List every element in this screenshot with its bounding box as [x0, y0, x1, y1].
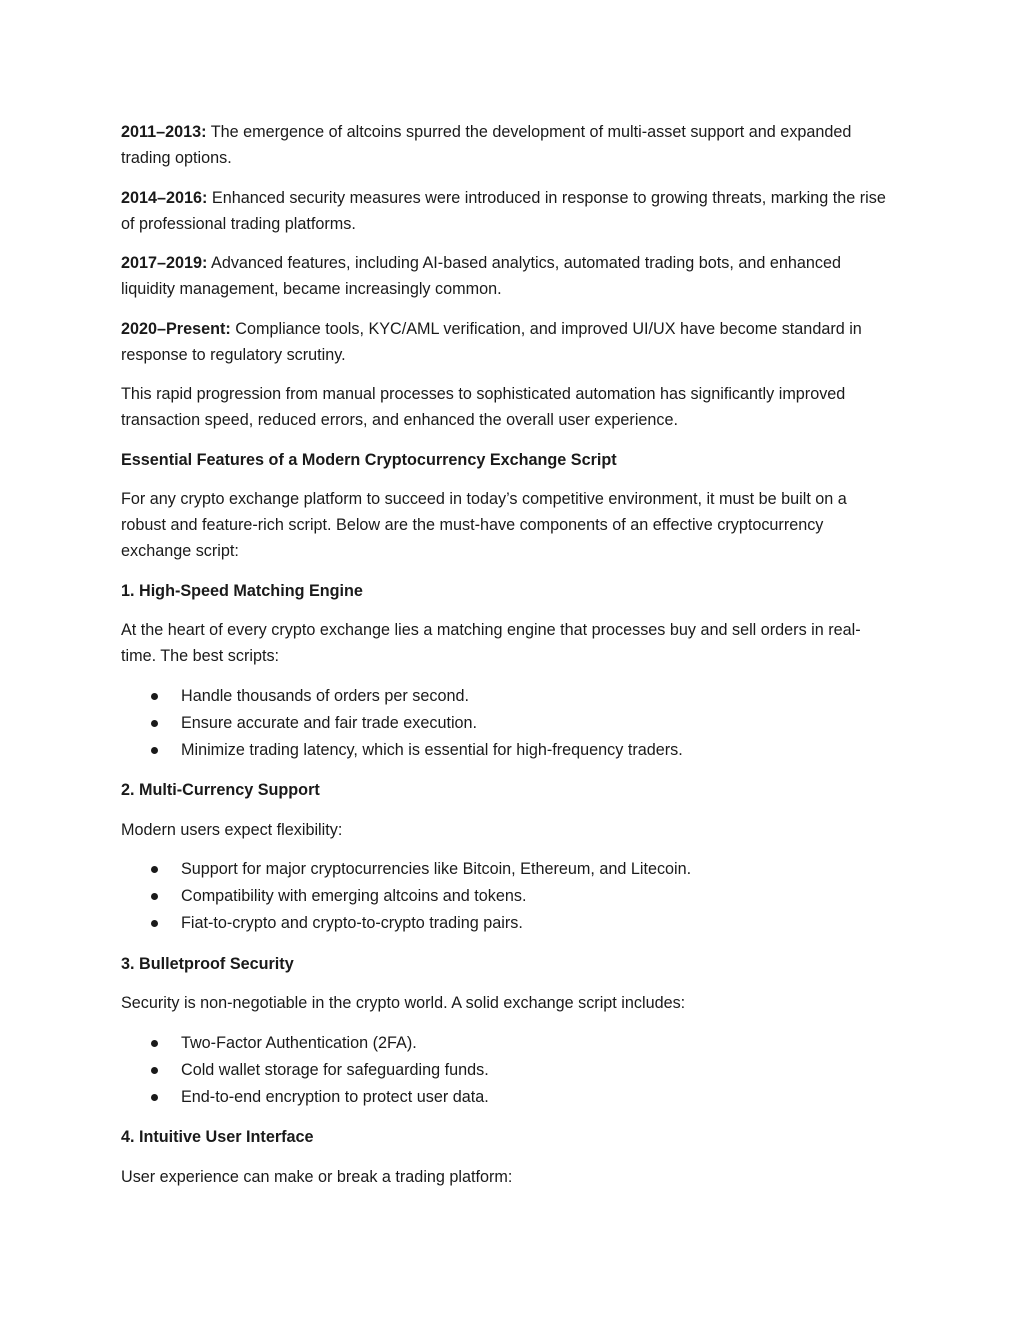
list-item [121, 1030, 891, 1057]
list-item [121, 883, 891, 910]
list-item [121, 710, 891, 737]
section-intro: User experience can make or break a trading platform: [121, 1167, 513, 1186]
list-item-text: Minimize trading latency, which is essential for high-frequency traders. [181, 740, 683, 759]
bullet-icon [151, 1067, 158, 1074]
features-heading: Essential Features of a Modern Cryptocurrency Exchange Script [121, 450, 617, 469]
list-item-text: Cold wallet storage for safeguarding funds. [181, 1060, 489, 1079]
timeline-period: 2014–2016: [121, 188, 208, 207]
section-heading: 4. Intuitive User Interface [121, 1128, 314, 1146]
bullet-icon [151, 1040, 158, 1047]
timeline-entry [121, 119, 891, 171]
bullet-icon [151, 693, 158, 700]
timeline-text: Enhanced security measures were introduced in response to growing threats, marking the rise of professional trading platforms. [121, 188, 886, 233]
list-item-text: End-to-end encryption to protect user data. [181, 1087, 489, 1106]
list-item-text: Handle thousands of orders per second. [181, 686, 469, 705]
timeline-text: The emergence of altcoins spurred the development of multi-asset support and expanded trading options. [121, 123, 852, 167]
timeline-period: 2020–Present: [121, 319, 231, 338]
timeline-period: 2011–2013: [121, 123, 207, 141]
section-intro: At the heart of every crypto exchange lies a matching engine that processes buy and sell orders in real-time. The best scripts: [121, 621, 861, 665]
section-intro: Security is non-negotiable in the crypto world. A solid exchange script includes: [121, 994, 686, 1012]
list-item-text: Compatibility with emerging altcoins and tokens. [181, 887, 527, 905]
bullet-icon [151, 920, 158, 927]
section-heading: 1. High-Speed Matching Engine [121, 581, 363, 600]
timeline-entry [121, 250, 891, 302]
bullet-icon [151, 747, 158, 754]
bullet-icon [151, 720, 158, 727]
list-item [121, 1057, 891, 1084]
list-item-text: Fiat-to-crypto and crypto-to-crypto trading pairs. [181, 914, 523, 932]
timeline-entry [121, 185, 891, 237]
summary-paragraph: This rapid progression from manual processes to sophisticated automation has significantly improved transaction speed, reduced errors, and enhanced the overall user experience. [121, 385, 846, 429]
list-item-text: Two-Factor Authentication (2FA). [181, 1033, 417, 1052]
list-item-text: Ensure accurate and fair trade execution. [181, 713, 478, 732]
timeline-period: 2017–2019: [121, 254, 208, 272]
list-item [121, 1084, 891, 1111]
section-intro: Modern users expect flexibility: [121, 820, 343, 839]
bullet-icon [151, 1094, 158, 1101]
list-item [121, 737, 891, 764]
bullet-list [121, 683, 891, 764]
bullet-list [121, 856, 891, 937]
list-item-text: Support for major cryptocurrencies like Bitcoin, Ethereum, and Litecoin. [181, 860, 692, 878]
section-heading: 2. Multi-Currency Support [121, 781, 320, 799]
bullet-list [121, 1030, 891, 1111]
timeline-text: Advanced features, including AI-based analytics, automated trading bots, and enhanced liquidity management, became increasingly common. [121, 254, 841, 298]
list-item [121, 856, 891, 883]
bullet-icon [151, 866, 158, 873]
section-heading: 3. Bulletproof Security [121, 954, 294, 973]
timeline-entry [121, 316, 891, 368]
bullet-icon [151, 893, 158, 900]
document-page [121, 119, 891, 1203]
list-item [121, 910, 891, 937]
timeline-text: Compliance tools, KYC/AML verification, and improved UI/UX have become standard in response to regulatory scrutiny. [121, 319, 862, 364]
features-intro: For any crypto exchange platform to succeed in today’s competitive environment, it must be built on a robust and feature-rich script. Below are the must-have components of an effective cryptocurrency exchange script: [121, 490, 847, 560]
list-item [121, 683, 891, 710]
